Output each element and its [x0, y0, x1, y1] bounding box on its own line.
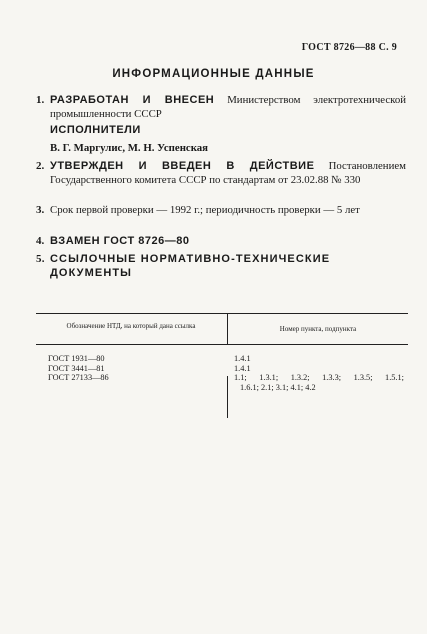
- documents-column: [48, 354, 109, 383]
- item-text: Министерством электротехнической промышленности СССР: [50, 94, 406, 120]
- item-approved: [36, 160, 406, 187]
- clause-ref: 1.3.1;: [259, 373, 279, 382]
- item-references: [36, 253, 406, 280]
- clause-ref: 1.1;: [234, 373, 247, 382]
- clause-ref: 1.5.1;: [385, 373, 404, 382]
- references-table: [36, 313, 408, 405]
- item-heading: РАЗРАБОТАН И ВНЕСЕН: [50, 94, 215, 106]
- item-replaces: [36, 235, 406, 249]
- page-header: ГОСТ 8726—88 С. 9: [301, 42, 397, 53]
- item-number: 4.: [36, 235, 45, 247]
- executors-heading: ИСПОЛНИТЕЛИ: [50, 124, 141, 136]
- column-header-document: Обозначение НТД, на который дана ссылка: [66, 322, 196, 330]
- item-heading: ВЗАМЕН ГОСТ 8726—80: [50, 235, 190, 247]
- item-text: Срок первой проверки — 1992 г.; периодичность проверки — 5 лет: [50, 204, 360, 216]
- item-number: 1.: [36, 94, 45, 106]
- table-cell-document: ГОСТ 27133—86: [48, 373, 109, 382]
- item-heading: ССЫЛОЧНЫЕ НОРМАТИВНО-ТЕХНИЧЕСКИЕ ДОКУМЕНТЫ: [50, 253, 331, 279]
- item-review-period: [36, 204, 406, 218]
- clause-ref: 1.3.5;: [353, 373, 373, 382]
- table-cell-clauses-continued: 1.6.1; 2.1; 3.1; 4.1; 4.2: [240, 382, 316, 392]
- table-cell-clauses: 1.4.1: [234, 363, 251, 373]
- item-number: 5.: [36, 253, 45, 265]
- clause-ref: 1.3.3;: [322, 373, 342, 382]
- table-cell-clauses: 1.4.1: [234, 354, 251, 363]
- item-number: 3.: [36, 204, 45, 216]
- item-developed: [36, 94, 406, 121]
- table-cell-clauses: [234, 373, 404, 383]
- table-header: [36, 314, 408, 345]
- page-title: ИНФОРМАЦИОННЫЕ ДАННЫЕ: [112, 68, 315, 80]
- table-cell-document: ГОСТ 1931—80: [48, 354, 105, 363]
- column-divider: [227, 314, 228, 344]
- column-header-clause: Номер пункта, подпункта: [279, 325, 357, 333]
- table-cell-document: ГОСТ 3441—81: [48, 363, 105, 373]
- clauses-column: [234, 354, 404, 392]
- column-divider: [227, 376, 228, 418]
- item-text: Постановлением Государственного комитета СССР по стандартам от 23.02.88 № 330: [50, 160, 406, 186]
- clause-ref: 1.3.2;: [290, 373, 310, 382]
- executors-names: В. Г. Маргулис, М. Н. Успенская: [50, 142, 209, 154]
- item-heading: УТВЕРЖДЕН И ВВЕДЕН В ДЕЙСТВИЕ: [50, 160, 315, 172]
- table-body: [36, 345, 408, 405]
- item-number: 2.: [36, 160, 45, 172]
